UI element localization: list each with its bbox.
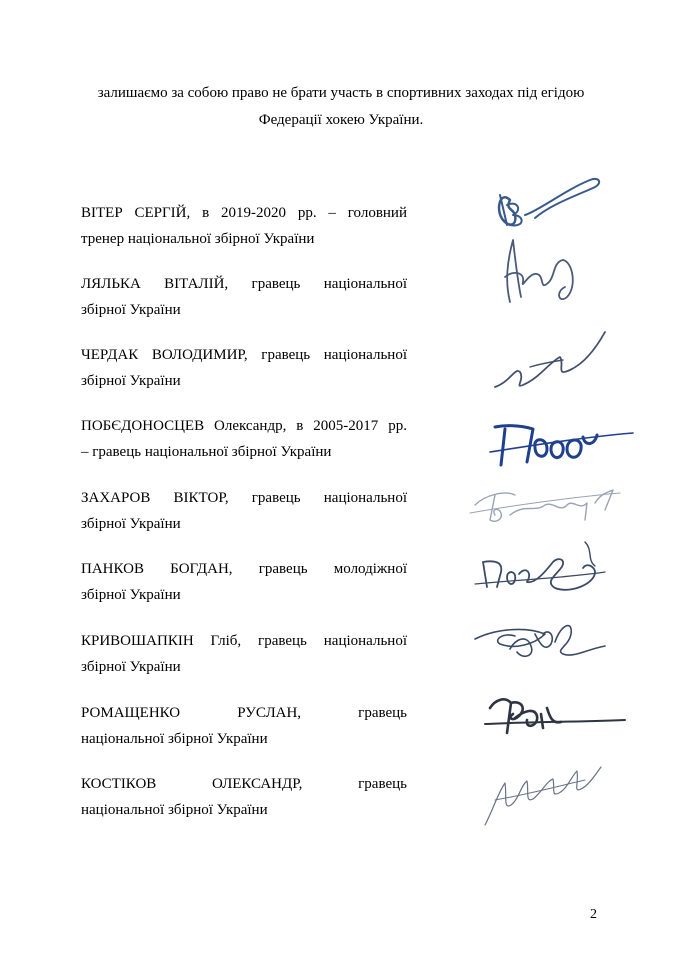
signature-pankov (455, 532, 645, 612)
signature-image (455, 604, 645, 684)
intro-paragraph (81, 80, 601, 134)
intro-line-2: Федерації хокею України. (258, 112, 424, 128)
page-number: 2 (590, 907, 597, 922)
signatory-role-line: національної збірної України (81, 731, 268, 747)
signatory-name-line: ВІТЕР СЕРГІЙ, в 2019-2020 рр. – головний (81, 205, 407, 221)
signature-romashchenko (455, 678, 645, 758)
signatory-entry (81, 485, 407, 537)
signatory-entry (81, 771, 407, 823)
signature-cherdak (455, 322, 645, 402)
signature-kostikov (455, 755, 645, 835)
signatory-role-line: збірної України (81, 516, 181, 532)
signatory-role-line: збірної України (81, 659, 181, 675)
signatory-name-line: КРИВОШАПКІН Гліб, гравець національної (81, 633, 407, 649)
signature-image (455, 532, 645, 612)
signatory-entry (81, 700, 407, 752)
signatory-name-line: ПАНКОВ БОГДАН, гравець молодіжної (81, 561, 407, 577)
signatory-entry (81, 271, 407, 323)
signatory-role-line: національної збірної України (81, 802, 268, 818)
signatory-entry (81, 342, 407, 394)
signatory-name-line: ЧЕРДАК ВОЛОДИМИР, гравець національної (81, 347, 407, 363)
signatory-entry (81, 413, 407, 465)
signature-image (455, 678, 645, 758)
signatory-role-line: тренер національної збірної України (81, 231, 315, 247)
signature-lyalka (455, 232, 645, 312)
signatory-role-line: збірної України (81, 302, 181, 318)
signature-image (455, 322, 645, 402)
signature-image (455, 755, 645, 835)
signatory-name-line: ЛЯЛЬКА ВІТАЛІЙ, гравець національної (81, 276, 407, 292)
signatory-entry (81, 200, 407, 252)
signatory-name-line: РОМАЩЕНКО РУСЛАН, гравець (81, 705, 407, 721)
intro-line-1: залишаємо за собою право не брати участь в спортивних заходах під егідою (97, 85, 585, 101)
signatory-entry (81, 556, 407, 608)
signatory-role-line: збірної України (81, 587, 181, 603)
signature-kryvoshapkin (455, 604, 645, 684)
signatory-name-line: КОСТІКОВ ОЛЕКСАНДР, гравець (81, 776, 407, 792)
signatory-entry (81, 628, 407, 680)
signatory-role-line: збірної України (81, 373, 181, 389)
signatory-role-line: – гравець національної збірної України (81, 444, 332, 460)
signatory-name-line: ПОБЄДОНОСЦЕВ Олександр, в 2005-2017 рр. (81, 418, 407, 434)
signatory-name-line: ЗАХАРОВ ВІКТОР, гравець національної (81, 490, 407, 506)
signature-image (455, 232, 645, 312)
